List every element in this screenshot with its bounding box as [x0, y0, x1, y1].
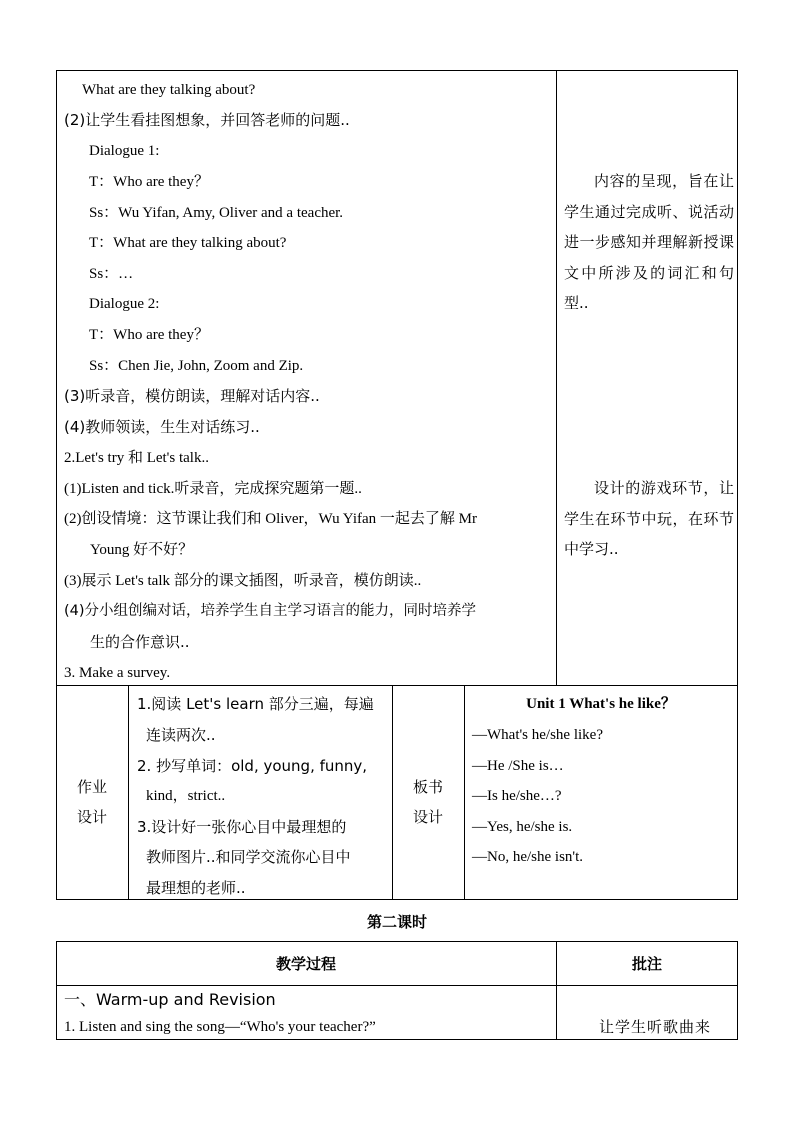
homework-line: 1.阅读 Let's learn 部分三遍，每遍 [137, 695, 374, 713]
note-game: 设计的游戏环节，让学生在环节中玩，在环节中学习.. [564, 479, 734, 558]
process-line: (1)Listen and tick.听录音，完成探究题第一题.. [64, 481, 362, 497]
note-song: 让学生听歌曲来 [599, 1018, 712, 1036]
process-line: Ss：… [89, 266, 134, 282]
process-line: Young 好不好？ [90, 542, 194, 558]
homework-label-divider [128, 685, 129, 900]
homework-label [56, 772, 128, 832]
process-line: Ss：Wu Yifan, Amy, Oliver and a teacher. [89, 205, 344, 221]
process-line: 生的合作意识.. [90, 633, 190, 651]
process-line: 2.Let's try 和 Let's talk.. [64, 450, 209, 466]
process-line: Dialogue 2: [89, 296, 160, 312]
section-title: 第二课时 [366, 913, 427, 931]
notes-column-divider [556, 70, 557, 685]
homework-line: 2. 抄写单词：old, young, funny, [137, 757, 368, 775]
board-line: —He /She is… [472, 758, 564, 774]
board-line: —Yes, he/she is. [472, 819, 573, 835]
warmup-heading: 一、Warm-up and Revision [64, 990, 276, 1009]
process-line: T：Who are they？ [89, 327, 209, 343]
homework-label-line: 设计 [76, 808, 107, 826]
process-line: (4)分小组创编对话，培养学生自主学习语言的能力，同时培养学 [64, 603, 477, 619]
header-notes: 批注 [631, 955, 662, 973]
homework-line: 最理想的老师.. [146, 879, 246, 897]
header-process: 教学过程 [275, 955, 336, 973]
homework-line: 连读两次.. [146, 726, 216, 744]
board-label-divider [464, 685, 465, 900]
lesson2-header-divider [56, 985, 738, 986]
board-label [392, 772, 464, 832]
warmup-line: 1. Listen and sing the song—“Who's your teacher?” [64, 1019, 376, 1035]
board-label-line: 设计 [412, 808, 443, 826]
board-label-line: 板书 [412, 778, 443, 796]
process-line: (3)展示 Let's talk 部分的课文插图，听录音，模仿朗读.. [64, 573, 422, 589]
board-line: —Is he/she…? [472, 788, 562, 804]
process-line: (3)听录音，模仿朗读，理解对话内容.. [64, 387, 320, 405]
board-title: Unit 1 What's he like？ [526, 696, 676, 712]
board-line: —No, he/she isn't. [472, 849, 584, 865]
process-line: (2)让学生看挂图想象，并回答老师的问题.. [64, 111, 350, 129]
homework-row-divider [56, 685, 738, 686]
homework-line: kind，strict.. [146, 788, 226, 804]
note-presentation: 内容的呈现，旨在让学生通过完成听、说活动进一步感知并理解新授课文中所涉及的词汇和句型.. [564, 172, 734, 312]
homework-line: 教师图片..和同学交流你心目中 [146, 848, 351, 866]
homework-label-line: 作业 [76, 778, 107, 796]
process-line: Dialogue 1: [89, 143, 160, 159]
process-line: What are they talking about? [82, 82, 256, 98]
process-line: 3. Make a survey. [64, 665, 171, 681]
homework-line: 3.设计好一张你心目中最理想的 [137, 818, 347, 836]
board-line: —What's he/she like? [472, 727, 603, 743]
process-line: (4)教师领读，生生对话练习.. [64, 418, 260, 436]
process-line: (2)创设情境：这节课让我们和 Oliver，Wu Yifan 一起去了解 Mr [64, 511, 477, 527]
process-line: T：Who are they？ [89, 174, 209, 190]
process-line: Ss：Chen Jie, John, Zoom and Zip. [89, 358, 304, 374]
process-line: T：What are they talking about? [89, 235, 287, 251]
